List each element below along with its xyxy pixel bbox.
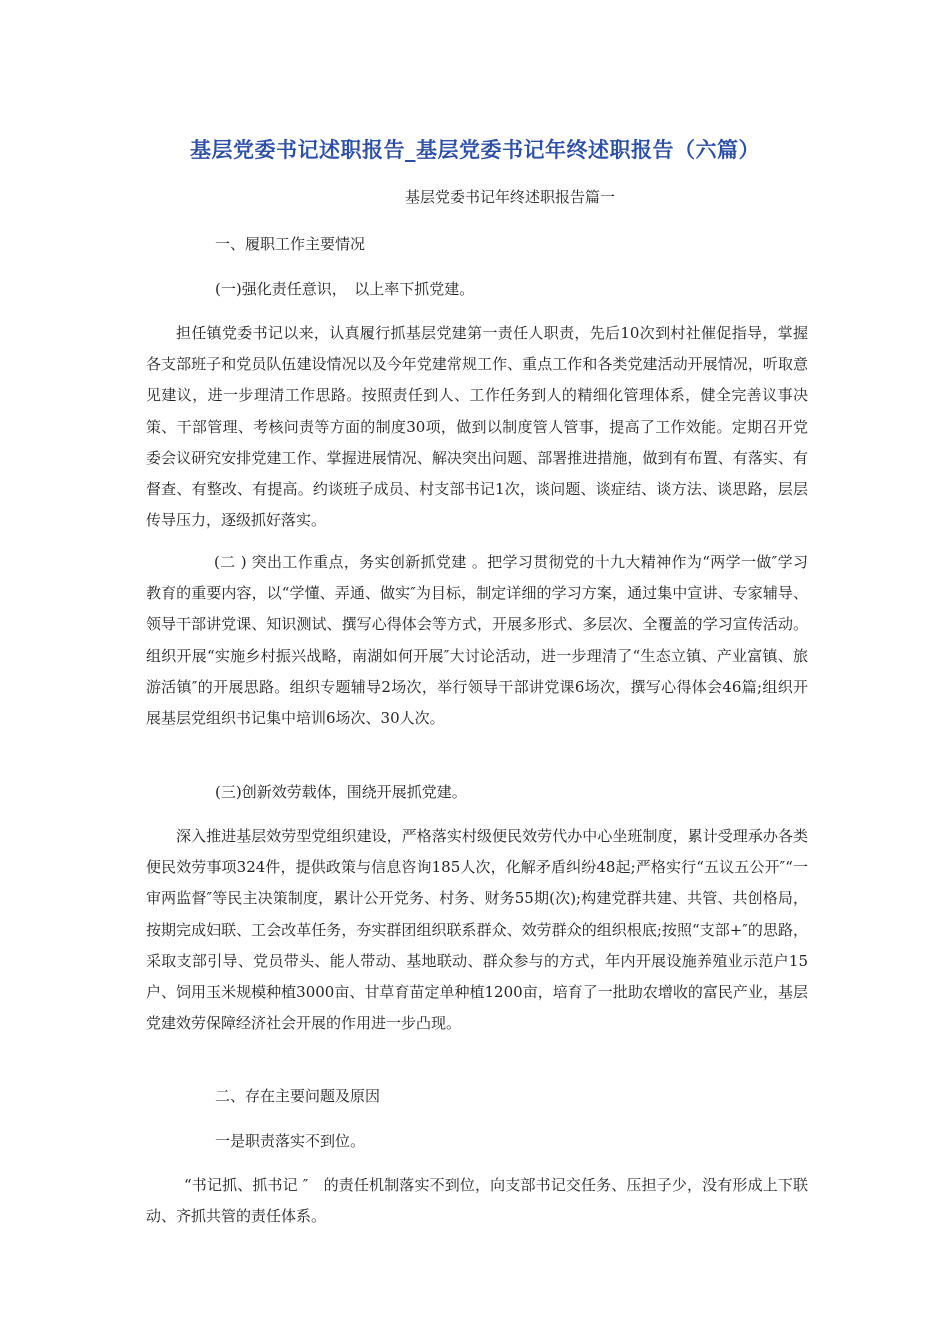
- paragraph-4: “书记抓、抓书记 ″ 的责任机制落实不到位，向支部书记交任务、压担子少，没有形成上下联动、齐抓共管的责任体系。: [146, 1176, 808, 1226]
- paragraph-1: 担任镇党委书记以来，认真履行抓基层党建第一责任人职责，先后10次到村社催促指导，掌握各支部班子和党员队伍建设情况以及今年党建常规工作、重点工作和各类党建活动开展情况，听取意见建议，进一步理清工作思路。按照责任到人、工作任务到人的精细化管理体系，健全完善议事决策、干部管理、考核问责等方面的制度30项，做到以制度管人管事，提高了工作效能。定期召开党委会议研究安排党建工作、掌握进展情况、解决突出问题、部署推进措施，做到有布置、有落实、有督查、有整改、有提高。约谈班子成员、村支部书记1次，谈问题、谈症结、谈方法、谈思路，层层传导压力，逐级抓好落实。: [146, 324, 808, 530]
- subheading-3: (三)创新效劳载体，围绕开展抓党建。: [215, 783, 467, 801]
- document-subtitle: 基层党委书记年终述职报告篇一: [404, 188, 615, 206]
- section-heading-1: 一、履职工作主要情况: [215, 235, 366, 253]
- document-title: 基层党委书记述职报告_基层党委书记年终述职报告（六篇）: [190, 138, 760, 162]
- paragraph-2: (二 ) 突出工作重点，务实创新抓党建 。把学习贯彻党的十九大精神作为“两学一做″学习教育的重要内容，以“学懂、弄通、做实″为目标，制定详细的学习方案，通过集中宣讲、专家辅导、领导干部讲党课、知识测试、撰写心得体会等方式，开展多形式、多层次、全覆盖的学习宣传活动。组织开展“实施乡村振兴战略，南湖如何开展″大讨论活动，进一步理清了“生态立镇、产业富镇、旅游活镇″的开展思路。组织专题辅导2场次，举行领导干部讲党课6场次，撰写心得体会46篇;组织开展基层党组织书记集中培训6场次、30人次。: [146, 553, 808, 728]
- subheading-1: (一)强化责任意识， 以上率下抓党建。: [215, 280, 475, 298]
- subheading-4: 一是职责落实不到位。: [215, 1132, 366, 1150]
- section-heading-2: 二、存在主要问题及原因: [215, 1087, 381, 1105]
- paragraph-3: 深入推进基层效劳型党组织建设，严格落实村级便民效劳代办中心坐班制度，累计受理承办各类便民效劳事项324件，提供政策与信息咨询185人次，化解矛盾纠纷48起;严格实行“五议五公开″“一审两监督″等民主决策制度，累计公开党务、村务、财务55期(次);构建党群共建、共管、共创格局，按期完成妇联、工会改革任务，夯实群团组织联系群众、效劳群众的组织根底;按照“支部+″的思路，采取支部引导、党员带头、能人带动、基地联动、群众参与的方式，年内开展设施养殖业示范户15户、饲用玉米规模种植3000亩、甘草育苗定单种植1200亩，培育了一批助农增收的富民产业，基层党建效劳保障经济社会开展的作用进一步凸现。: [146, 827, 808, 1033]
